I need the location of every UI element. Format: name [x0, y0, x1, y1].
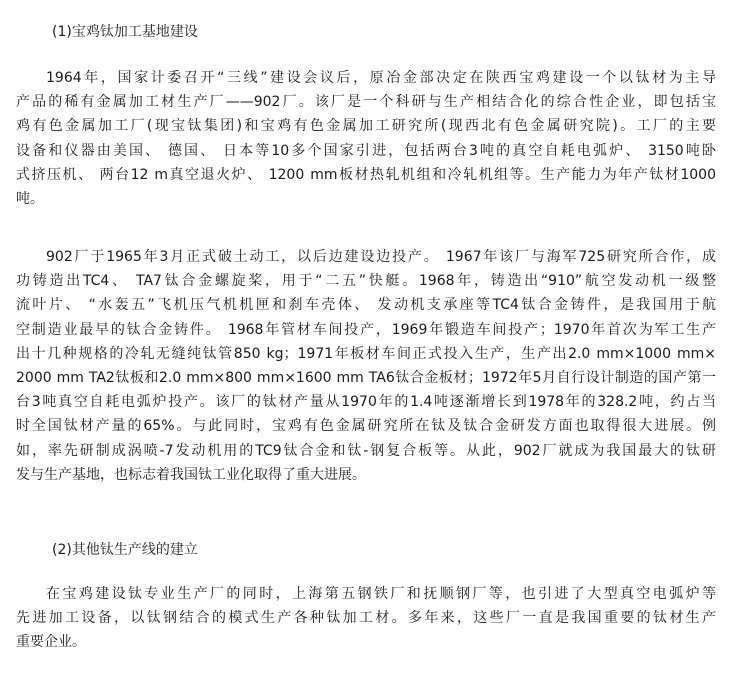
paragraph-line: 空制造业最早的钛合金铸件。 1968年管材车间投产，1969年锻造车间投产；1970年首次为军工生产 [16, 321, 716, 338]
paragraph-line: 发与生产基地，也标志着我国钛工业化取得了重大进展。 [16, 466, 366, 483]
paragraph-line: 流叶片、 “水轰五”飞机压气机机匣和刹车壳体、 发动机支承座等TC4钛合金铸件，是我国用于航 [16, 297, 716, 314]
paragraph-line: 吨。 [16, 190, 44, 207]
paragraph-line: 台3吨真空自耗电弧炉投产。该厂的钛材产量从1970年的1.4吨逐渐增长到1978年的328.2吨，约占当 [16, 394, 716, 411]
section-2-paragraph-1 [16, 582, 716, 655]
paragraph-line: 1964年，国家计委召开“三线”建设会议后，原冶金部决定在陕西宝鸡建设一个以钛材为主导 [46, 70, 716, 86]
paragraph-line: 如，率先研制成涡喷-7发动机用的TC9钛合金和钛-钢复合板等。从此，902厂就成为我国最大的钛研 [16, 442, 716, 459]
paragraph-line: 902厂于1965年3月正式破土动工，以后边建设边投产。 1967年该厂与海军725研究所合作，成 [46, 249, 716, 265]
paragraph-line: 式挤压机、 两台12 m真空退火炉、 1200 mm板材热轧机组和冷轧机组等。生产能力为年产钛材1000 [16, 166, 716, 183]
paragraph-line: 在宝鸡建设钛专业生产厂的同时，上海第五钢铁厂和抚顺钢厂等，也引进了大型真空电弧炉等 [46, 586, 716, 602]
section-1-paragraph-1 [16, 66, 716, 211]
paragraph-line: 重要企业。 [16, 634, 86, 651]
paragraph-line: 先进加工设备，以钛钢结合的模式生产各种钛加工材。多年来，这些厂一直是我国重要的钛材生产 [16, 610, 716, 627]
paragraph-line: 时全国钛材产量的65%。与此同时，宝鸡有色金属研究所在钛及钛合金研发方面也取得很大进展。例 [16, 418, 716, 435]
paragraph-line: 设备和仪器由美国、 德国、 日本等10多个国家引进，包括两台3吨的真空自耗电弧炉、 3150吨卧 [16, 142, 716, 159]
section-2-heading: (2)其他钛生产线的建立 [52, 542, 198, 558]
section-1-heading: (1)宝鸡钛加工基地建设 [52, 24, 198, 40]
section-1-paragraph-2 [16, 245, 716, 487]
paragraph-line: 出十几种规格的冷轧无缝纯钛管850 kg；1971年板材车间正式投入生产，生产出2.0 mm×1000 mm× [16, 345, 716, 362]
paragraph-line: 2000 mm TA2钛板和2.0 mm×800 mm×1600 mm TA6钛合金板材；1972年5月自行设计制造的国产第一 [16, 369, 716, 386]
paragraph-line: 产品的稀有金属加工材生产厂——902厂。该厂是一个科研与生产相结合化的综合性企业，即包括宝 [16, 94, 716, 111]
paragraph-line: 功铸造出TC4、 TA7钛合金螺旋桨，用于“二五”快艇。1968年，铸造出“910”航空发动机一级整 [16, 273, 716, 290]
paragraph-line: 鸡有色金属加工厂(现宝钛集团)和宝鸡有色金属加工研究所(现西北有色金属研究院)。工厂的主要 [16, 118, 716, 135]
